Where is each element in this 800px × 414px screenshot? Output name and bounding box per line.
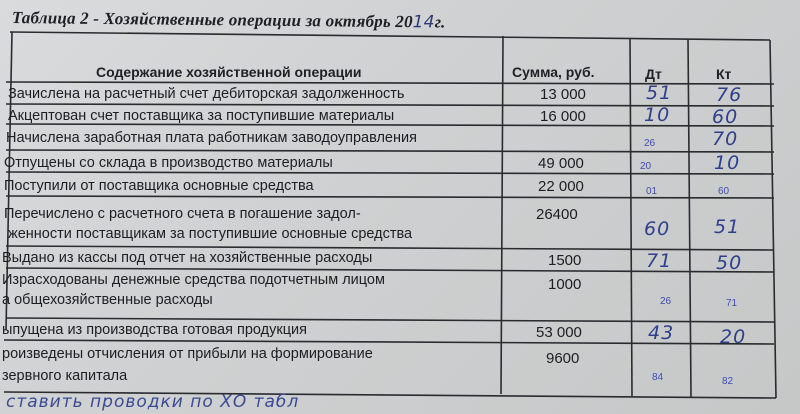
table-row-kt: 20: [720, 326, 747, 348]
table-row-dt: 84: [652, 372, 664, 383]
grid-row-line: [6, 172, 774, 174]
table-row-dt: 43: [648, 322, 675, 344]
table-row-sum: 1500: [548, 252, 582, 269]
header-dt: Дт: [645, 66, 662, 82]
table-row-sum: 9600: [546, 350, 580, 367]
header-sum: Сумма, руб.: [512, 64, 595, 80]
grid-row-line: [6, 150, 774, 152]
table-row-kt: 70: [712, 128, 739, 150]
table-row-content: роизведены отчисления от прибыли на формирование: [2, 346, 373, 362]
table-row-sum: 1000: [548, 276, 582, 293]
table-row-kt: 60: [712, 106, 739, 128]
table-row-sum: 16 000: [540, 108, 586, 125]
table-row-dt: 51: [646, 82, 673, 104]
table-row-dt: 10: [644, 104, 671, 126]
table-row-content: Выдано из кассы под отчет на хозяйственные расходы: [2, 250, 373, 266]
table-row-content-cont: а общехозяйственные расходы: [2, 292, 213, 308]
header-content: Содержание хозяйственной операции: [96, 64, 362, 80]
header-kt: Кт: [716, 66, 732, 82]
table-row-dt: 60: [644, 218, 671, 240]
table-row-content-cont: зервного капитала: [2, 368, 128, 384]
table-row-kt: 71: [726, 298, 738, 309]
table-row-kt: 82: [722, 376, 734, 387]
table-row-sum: 49 000: [538, 155, 584, 172]
table-row-kt: 60: [718, 186, 730, 197]
table-row-sum: 53 000: [536, 324, 582, 341]
handwritten-year: 14: [412, 12, 435, 33]
table-row-content-cont: женности поставщикам за поступившие основные средства: [8, 226, 413, 242]
grid-row-line: [6, 196, 774, 198]
table-row-content: Акцептован счет поставщика за поступившие материалы: [8, 108, 395, 124]
table-row-content: Начислена заработная плата работникам заводоуправления: [6, 130, 417, 146]
table-row-content: ыпущена из производства готовая продукция: [2, 322, 307, 338]
table-row-kt: 10: [714, 152, 741, 174]
table-row-kt: 76: [716, 84, 743, 106]
table-title-prefix: Таблица 2 - Хозяйственные операции за октябрь 20: [11, 8, 413, 32]
table-row-dt: 71: [646, 250, 673, 272]
table-row-dt: 20: [640, 161, 652, 172]
table-title-suffix: г.: [434, 12, 446, 32]
grid-col-line: [630, 38, 632, 396]
table-row-content: Зачислена на расчетный счет дебиторская задолженность: [8, 86, 405, 102]
grid-col-line: [501, 36, 503, 394]
table-row-sum: 26400: [536, 206, 578, 223]
table-row-content: Поступили от поставщика основные средства: [4, 178, 314, 194]
footer-handwriting: ставить проводки по ХО табл: [6, 392, 300, 412]
table-row-content: Израсходованы денежные средства подотчетным лицом: [2, 272, 385, 288]
table-row-dt: 26: [644, 138, 656, 149]
table-row-sum: 22 000: [538, 178, 584, 195]
table-row-dt: 26: [660, 296, 672, 307]
table-row-content: Отпущены со склада в производство материалы: [4, 155, 333, 171]
grid-top-border: [10, 32, 770, 40]
table-row-content: Перечислено с расчетного счета в погашение задол-: [4, 206, 361, 222]
table-row-sum: 13 000: [540, 86, 586, 103]
table-row-kt: 50: [716, 252, 743, 274]
table-row-kt: 51: [714, 216, 741, 238]
table-row-dt: 01: [646, 186, 658, 197]
